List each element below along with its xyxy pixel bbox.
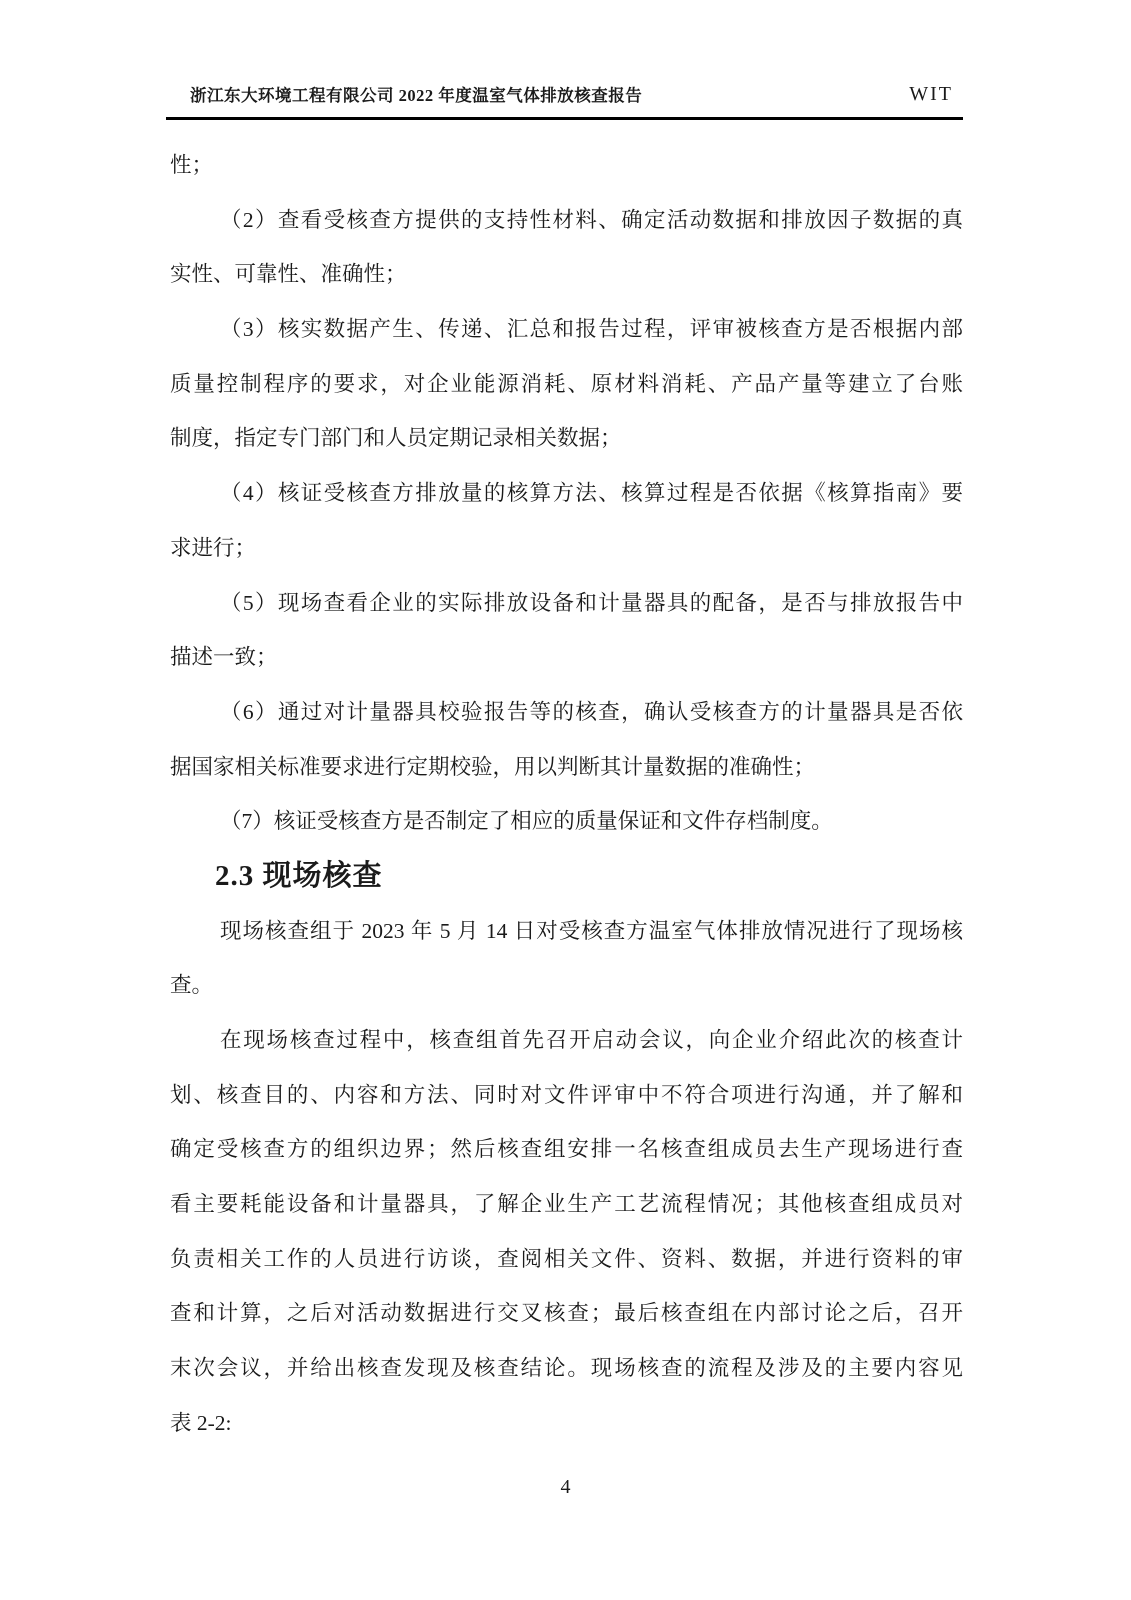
body-text-line: （2）查看受核查方提供的支持性材料、确定活动数据和排放因子数据的真: [220, 207, 963, 232]
body-text-line: 据国家相关标准要求进行定期校验，用以判断其计量数据的准确性；: [170, 754, 816, 779]
body-text-line: 查和计算，之后对活动数据进行交叉核查；最后核查组在内部讨论之后，召开: [170, 1301, 963, 1326]
body-text-line: 制度，指定专门部门和人员定期记录相关数据；: [170, 426, 622, 451]
body-text-line: （6）通过对计量器具校验报告等的核查，确认受核查方的计量器具是否依: [220, 699, 963, 724]
document-body: [170, 138, 963, 1451]
body-text-line: 划、核查目的、内容和方法、同时对文件评审中不符合项进行沟通，并了解和: [170, 1082, 963, 1107]
body-text-line: 查。: [170, 973, 214, 998]
header-divider-rule: [166, 117, 963, 120]
body-text-line: 在现场核查过程中，核查组首先召开启动会议，向企业介绍此次的核查计: [220, 1028, 963, 1052]
body-text-line: 表 2-2:: [170, 1410, 232, 1435]
body-text-line: 实性、可靠性、准确性；: [170, 262, 407, 287]
body-text-line: 质量控制程序的要求，对企业能源消耗、原材料消耗、产品产量等建立了台账: [170, 371, 963, 396]
body-text-line: （3）核实数据产生、传递、汇总和报告过程，评审被核查方是否根据内部: [220, 317, 963, 342]
body-text-line: 末次会议，并给出核查发现及核查结论。现场核查的流程及涉及的主要内容见: [170, 1356, 963, 1381]
body-text-line: 现场核查组于 2023 年 5 月 14 日对受核查方温室气体排放情况进行了现场核: [220, 918, 963, 943]
page-header: [166, 82, 963, 106]
body-text-line: （5）现场查看企业的实际排放设备和计量器具的配备，是否与排放报告中: [220, 590, 963, 615]
header-document-title: 浙江东大环境工程有限公司 2022 年度温室气体排放核查报告: [190, 86, 643, 105]
page-footer: [0, 1476, 1131, 1499]
header-logo-text: WIT: [909, 83, 953, 105]
page-number: 4: [560, 1476, 571, 1498]
body-text-line: 确定受核查方的组织边界；然后核查组安排一名核查组成员去生产现场进行查: [170, 1137, 963, 1162]
body-text-line: 求进行；: [170, 535, 257, 560]
body-text-line: 负责相关工作的人员进行访谈，查阅相关文件、资料、数据，并进行资料的审: [170, 1246, 963, 1271]
section-heading-2-3: 2.3 现场核查: [215, 859, 383, 892]
body-text-line: 描述一致；: [170, 645, 278, 670]
body-text-line: （7）核证受核查方是否制定了相应的质量保证和文件存档制度。: [220, 809, 833, 834]
body-text-line: （4）核证受核查方排放量的核算方法、核算过程是否依据《核算指南》要: [220, 481, 963, 506]
body-text-line: 性；: [170, 153, 214, 177]
body-text-line: 看主要耗能设备和计量器具，了解企业生产工艺流程情况；其他核查组成员对: [170, 1192, 963, 1217]
